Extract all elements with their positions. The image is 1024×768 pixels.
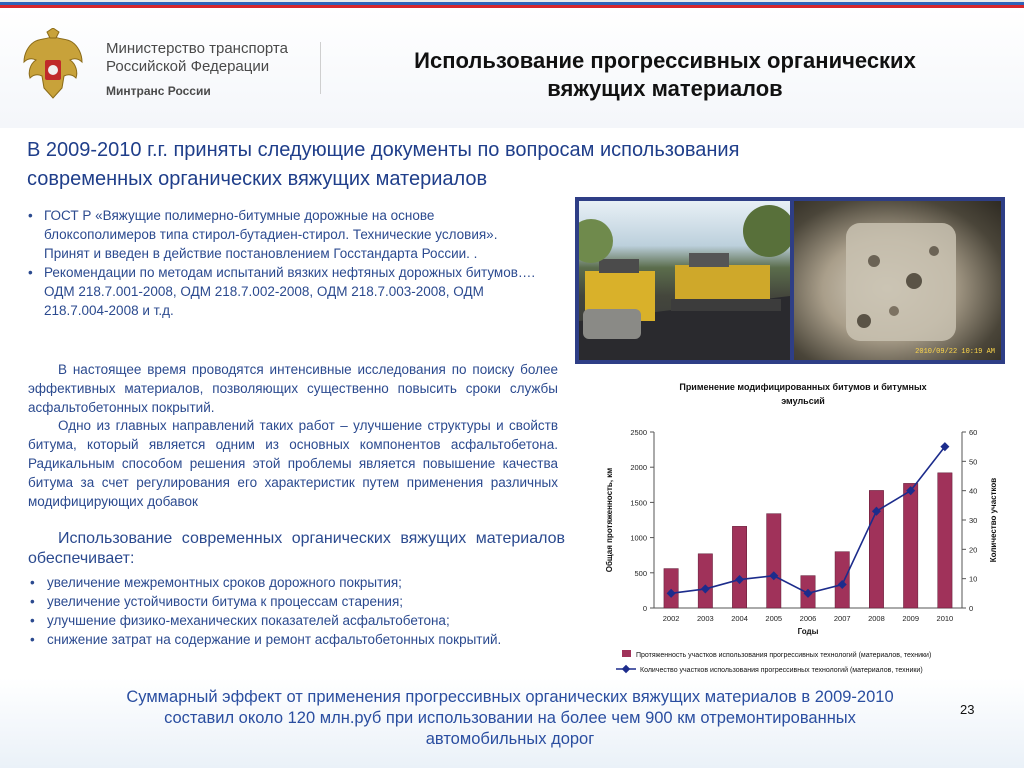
legend-line-label: Количество участков использования прогрессивных технологий (материалов, техники): [640, 667, 923, 674]
x-tick-label: 2004: [731, 614, 748, 623]
chart-bar: [664, 569, 678, 608]
y2-tick-label: 30: [969, 516, 978, 525]
provides-heading: Использование современных органических вяжущих материалов обеспечивает:: [28, 530, 565, 567]
list-item: • ГОСТ Р «Вяжущие полимерно-битумные дорожные на основе блоксополимеров типа стирол-бутадиен-стирол. Технические условия». Принят и введен в действие постановлением Госстандарта России. .: [26, 206, 546, 263]
x-tick-label: 2008: [868, 614, 885, 623]
y2-tick-label: 10: [969, 574, 978, 584]
chart-bar: [698, 554, 712, 608]
legend-bar-label: Протяженность участков использования прогрессивных технологий (материалов, техники): [636, 652, 932, 659]
subhead-line2: современных органических вяжущих материалов: [27, 168, 488, 190]
title-line2: вяжущих материалов: [547, 76, 783, 101]
x-tick-label: 2009: [902, 614, 920, 623]
y-axis-label: Общая протяженность, км: [605, 467, 614, 573]
x-tick-label: 2002: [662, 614, 680, 623]
subhead-line1: В 2009-2010 г.г. приняты следующие документы по вопросам использования: [27, 139, 740, 161]
x-tick-label: 2005: [765, 614, 783, 623]
x-tick-label: 2010: [936, 614, 954, 623]
coat-of-arms-icon: [18, 28, 88, 108]
y2-tick-label: 0: [969, 604, 974, 613]
chart-bar: [938, 473, 952, 608]
documents-list: [26, 206, 546, 320]
y2-tick-label: 50: [969, 457, 978, 467]
chart-bar: [903, 483, 917, 608]
slide-title: [330, 47, 1000, 103]
y2-tick-label: 40: [969, 486, 978, 496]
list-item: • Рекомендации по методам испытаний вязких нефтяных дорожных битумов…. ОДМ 218.7.001-2008, ОДМ 218.7.002-2008, ОДМ 218.7.003-2008, ОДМ 218.7.004-2008 и т.д.: [26, 263, 546, 320]
page-number: 23: [960, 702, 975, 717]
list-item: • увеличение межремонтных сроков дорожного покрытия;: [28, 573, 565, 592]
asphalt-core-photo: [794, 201, 1001, 360]
chart-bar: [732, 526, 746, 608]
list-item: • снижение затрат на содержание и ремонт асфальтобетонных покрытий.: [28, 630, 565, 649]
road-roller-image: [579, 201, 790, 360]
photo-frame: [575, 197, 1005, 364]
summary-line2: составил около 120 млн.руб при использовании на более чем 900 км отремонтированных: [164, 709, 856, 727]
summary-line3: автомобильных дорог: [425, 730, 595, 748]
legend-bar-swatch: [622, 650, 631, 657]
chart-title: эмульсий: [781, 396, 825, 406]
y-tick-label: 1500: [630, 498, 647, 508]
ministry-line1: Министерство транспорта: [106, 40, 288, 57]
y-tick-label: 0: [642, 604, 647, 613]
y-tick-label: 2500: [630, 428, 647, 437]
chart-bar: [767, 514, 781, 608]
chart-bar: [835, 552, 849, 608]
y-tick-label: 1000: [630, 533, 647, 543]
top-stripes: [0, 0, 1024, 8]
summary-line1: Суммарный эффект от применения прогрессивных органических вяжущих материалов в 2009-2010: [126, 688, 894, 706]
subheading: [27, 136, 927, 194]
summary-text: [80, 687, 940, 750]
x-tick-label: 2006: [799, 614, 817, 623]
photo-timestamp: 2010/09/22 10:19 AM: [915, 348, 995, 356]
x-tick-label: 2003: [696, 614, 714, 623]
ministry-line2: Российской Федерации: [106, 58, 270, 75]
bitumen-paragraph: Одно из главных направлений таких работ – улучшение структуры и свойств битума, который является одним из основных компонентов асфальтобетона. Радикальным способом решения этой проблемы является повышение качества битума за счет регулирования его характеристик путем применения различных модифицирующих добавок: [28, 418, 558, 509]
road-paving-photo: [579, 201, 790, 360]
legend-line-marker: [622, 665, 630, 673]
y-tick-label: 500: [634, 568, 647, 578]
ministry-short: Минтранс России: [106, 84, 211, 98]
bitumen-usage-chart: [598, 372, 1018, 682]
chart-title: Применение модифицированных битумов и битумных: [679, 382, 927, 392]
title-line1: Использование прогрессивных органических: [414, 48, 916, 73]
research-paragraph: В настоящее время проводятся интенсивные исследования по поиску более эффективных материалов, позволяющих существенно повысить сроки службы асфальтобетонных покрытий.: [28, 362, 558, 415]
benefits-list: [28, 573, 565, 649]
y2-tick-label: 20: [969, 545, 978, 555]
ministry-name: [106, 40, 288, 100]
x-tick-label: 2007: [833, 614, 851, 623]
x-axis-label: Годы: [797, 627, 819, 636]
asphalt-sample-image: [794, 201, 1001, 360]
header-divider: [320, 42, 321, 94]
list-item: • улучшение физико-механических показателей асфальтобетона;: [28, 611, 565, 630]
y2-axis-label: Количество участков: [989, 477, 998, 563]
y2-tick-label: 60: [969, 428, 978, 437]
list-item: • увеличение устойчивости битума к процессам старения;: [28, 592, 565, 611]
y-tick-label: 2000: [630, 463, 647, 473]
